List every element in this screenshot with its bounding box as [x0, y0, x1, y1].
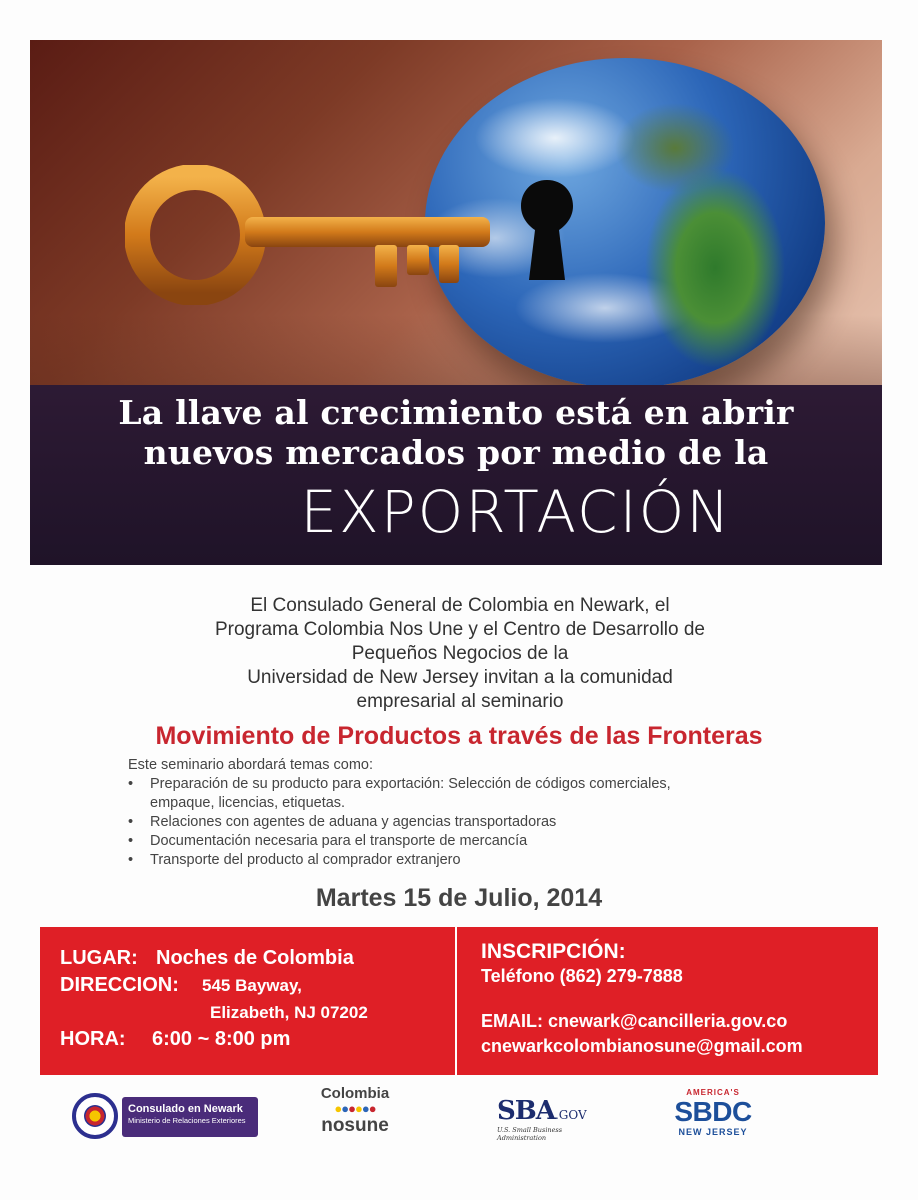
consulado-subtitle: Ministerio de Relaciones Exteriores	[128, 1116, 246, 1125]
direccion-value-1: 545 Bayway,	[202, 976, 302, 995]
sba-text: SBA	[497, 1096, 555, 1126]
bullet-icon: •	[128, 776, 134, 792]
phone-text: Teléfono (862) 279-7888	[481, 966, 683, 986]
headline-export: EXPORTACIÓN	[300, 478, 732, 546]
sbdc-logo	[668, 1088, 758, 1144]
intro-paragraph	[100, 594, 820, 714]
direccion-label: DIRECCION:	[60, 974, 179, 996]
bullet-icon: •	[128, 814, 134, 830]
consulado-logo	[72, 1093, 262, 1139]
event-date: Martes 15 de Julio, 2014	[315, 884, 603, 912]
colombia-seal-icon	[72, 1093, 118, 1139]
keyhole-icon	[517, 176, 577, 286]
intro-line: Pequeños Negocios de la	[351, 643, 569, 664]
topics-list	[128, 756, 828, 870]
bullet-icon: •	[128, 852, 134, 868]
consulado-title: Consulado en Newark	[128, 1103, 243, 1115]
seminar-title: Movimiento de Productos a través de las Fronteras	[155, 722, 763, 750]
hora-value: 6:00 ~ 8:00 pm	[152, 1028, 291, 1050]
list-item: • Documentación necesaria para el transporte de mercancía	[128, 833, 528, 849]
sbdc-main-text: SBDC	[674, 1096, 752, 1127]
info-divider	[455, 927, 457, 1075]
headline-line-1: La llave al crecimiento está en abrir	[118, 393, 794, 432]
list-item: • Transporte del producto al comprador extranjero	[128, 852, 461, 868]
intro-line: empresarial al seminario	[356, 691, 564, 712]
lugar-value: Noches de Colombia	[156, 947, 354, 969]
email-link-1[interactable]: EMAIL: cnewark@cancilleria.gov.co	[481, 1011, 788, 1031]
intro-line: El Consulado General de Colombia en Newark, el	[250, 595, 670, 616]
intro-line: Programa Colombia Nos Une y el Centro de Desarrollo de	[214, 619, 705, 640]
headline-line-2: nuevos mercados por medio de la	[143, 433, 769, 472]
event-info-box	[40, 927, 878, 1075]
lugar-label: LUGAR:	[60, 947, 138, 969]
sbdc-bottom-text: NEW JERSEY	[678, 1127, 748, 1137]
hero-image	[30, 40, 882, 385]
headline-banner	[30, 385, 882, 565]
direccion-value-2: Elizabeth, NJ 07202	[210, 1003, 368, 1022]
colombia-text: Colombia	[320, 1085, 390, 1102]
topics-lead: Este seminario abordará temas como:	[128, 757, 373, 773]
registration-info	[481, 939, 803, 1059]
colombia-nos-une-logo	[300, 1086, 410, 1136]
key-icon	[125, 165, 495, 305]
list-item: • Relaciones con agentes de aduana y agencias transportadoras	[128, 814, 557, 830]
email-link-2[interactable]: cnewarkcolombianosune@gmail.com	[481, 1036, 803, 1056]
sba-subtitle: U.S. Small Business Administration	[497, 1126, 563, 1142]
bullet-icon: •	[128, 833, 134, 849]
sba-gov-text: .GOV	[554, 1108, 587, 1122]
intro-line: Universidad de New Jersey invitan a la comunidad	[247, 667, 673, 688]
hora-label: HORA:	[60, 1028, 126, 1050]
sba-logo	[497, 1096, 607, 1142]
nosune-text: nosune	[321, 1115, 389, 1136]
list-item: • Preparación de su producto para exportación: Selección de códigos comerciales, empaque, licencias, etiquetas.	[128, 776, 671, 811]
sbdc-top-text: AMERICA'S	[686, 1088, 740, 1097]
inscripcion-heading: INSCRIPCIÓN:	[481, 940, 626, 963]
people-icon: ●●●●●●	[334, 1101, 376, 1116]
